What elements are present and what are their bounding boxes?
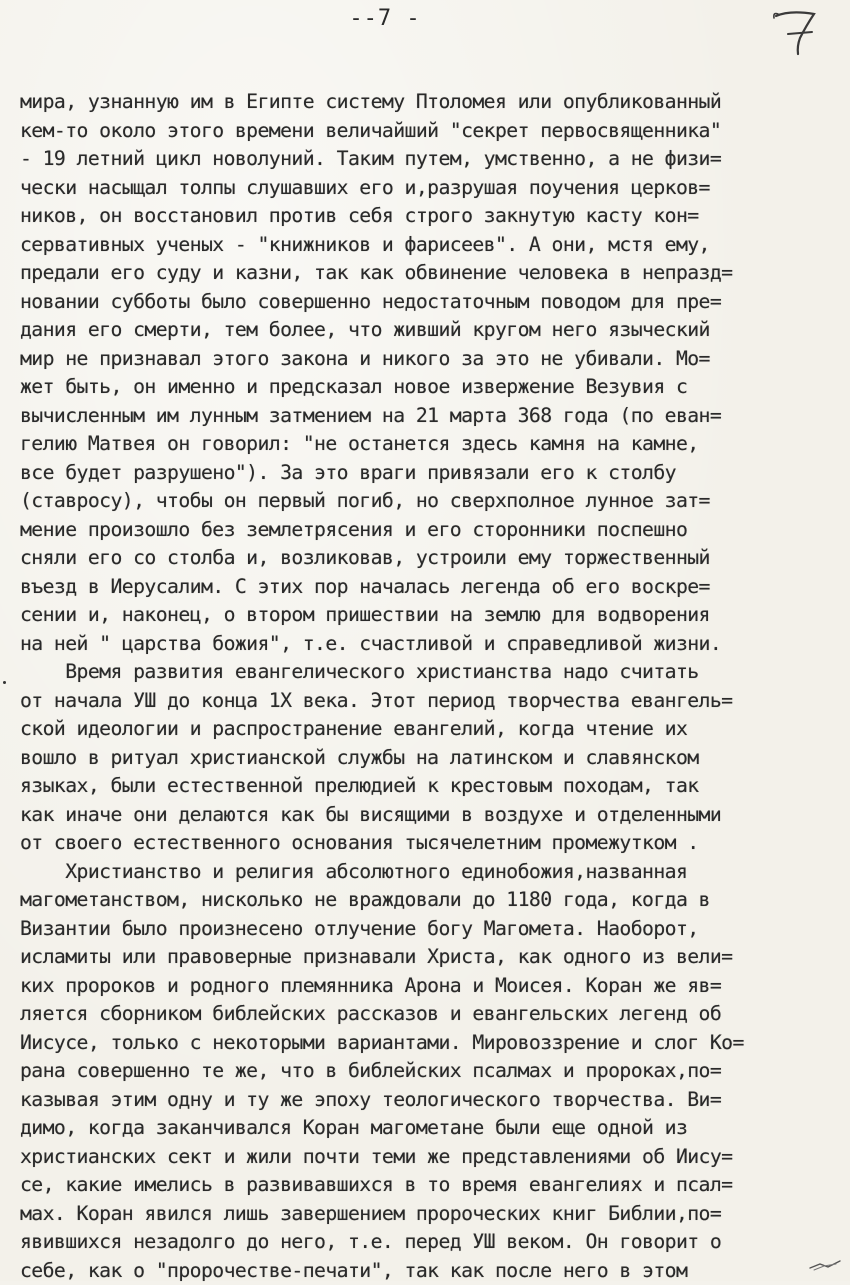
text-line: Время развития евангелического христианства надо считать: [20, 658, 840, 687]
text-line: мах. Коран явился лишь завершением пророческих книг Библии,по=: [20, 1200, 840, 1229]
text-line: димо, когда заканчивался Коран магометане были еще одной из: [20, 1114, 840, 1143]
text-line: ников, он восстановил против себя строго закнутую касту кон=: [20, 202, 840, 231]
text-line: исламиты или правоверные признавали Христа, как одного из вели=: [20, 943, 840, 972]
text-line: на ней " царства божия", т.е. счастливой и справедливой жизни.: [20, 630, 840, 659]
text-line: ких пророков и родного племянника Арона и Моисея. Коран же яв=: [20, 972, 840, 1001]
text-line: чески насыщал толпы слушавших его и,разрушая поучения церков=: [20, 174, 840, 203]
pencil-mark: [808, 1258, 842, 1272]
text-line: Византии было произнесено отлучение богу Магомета. Наоборот,: [20, 915, 840, 944]
text-line: все будет разрушено"). За это враги привязали его к столбу: [20, 459, 840, 488]
margin-dot: [3, 681, 6, 684]
text-line: христианских сект и жили почти теми же представлениями об Иису=: [20, 1143, 840, 1172]
text-line: жет быть, он именно и предсказал новое извержение Везувия с: [20, 373, 840, 402]
text-line: себе, как о "пророчестве-печати", так как после него в этом: [20, 1257, 840, 1285]
text-line: - 19 летний цикл новолуний. Таким путем, умственно, а не физи=: [20, 145, 840, 174]
text-line: мира, узнанную им в Египте систему Птоломея или опубликованный: [20, 88, 840, 117]
text-line: сении и, наконец, о втором пришествии на землю для водворения: [20, 601, 840, 630]
text-line: от начала УШ до конца 1Х века. Этот период творчества евангель=: [20, 687, 840, 716]
text-line: се, какие имелись в развивавшихся в то время евангелиях и псал=: [20, 1171, 840, 1200]
text-line: от своего естественного основания тысячелетним промежутком .: [20, 829, 840, 858]
text-line: дания его смерти, тем более, что живший кругом него языческий: [20, 316, 840, 345]
text-line: явившихся незадолго до него, т.е. перед УШ веком. Он говорит о: [20, 1228, 840, 1257]
typewritten-text: [20, 88, 840, 1285]
text-line: кем-то около этого времени величайший "секрет первосвященника": [20, 117, 840, 146]
text-line: ской идеологии и распространение евангелий, когда чтение их: [20, 715, 840, 744]
text-line: ляется сборником библейских рассказов и евангельских легенд об: [20, 1000, 840, 1029]
text-line: сервативных ученых - "книжников и фарисеев". А они, мстя ему,: [20, 231, 840, 260]
text-line: новании субботы было совершенно недостаточным поводом для пре=: [20, 288, 840, 317]
text-line: магометанством, нисколько не враждовали до 1180 года, когда в: [20, 886, 840, 915]
text-line: (ставросу), чтобы он первый погиб, но сверхполное лунное зат=: [20, 487, 840, 516]
text-line: предали его суду и казни, так как обвинение человека в непразд=: [20, 259, 840, 288]
text-line: сняли его со столба и, возликовав, устроили ему торжественный: [20, 544, 840, 573]
text-line: гелию Матвея он говорил: "не останется здесь камня на камне,: [20, 430, 840, 459]
handwritten-page-number: [770, 4, 830, 58]
text-line: Христианство и религия абсолютного единобожия,названная: [20, 858, 840, 887]
text-line: въезд в Иерусалим. С этих пор началась легенда об его воскре=: [20, 573, 840, 602]
page-number: --7 -: [0, 6, 770, 31]
text-line: как иначе они делаются как бы висящими в воздухе и отделенными: [20, 801, 840, 830]
text-line: рана совершенно те же, что в библейских псалмах и пророках,по=: [20, 1057, 840, 1086]
text-line: Иисусе, только с некоторыми вариантами. Мировоззрение и слог Ко=: [20, 1029, 840, 1058]
text-line: вошло в ритуал христианской службы на латинском и славянском: [20, 744, 840, 773]
text-line: вычисленным им лунным затмением на 21 марта 368 года (по еван=: [20, 402, 840, 431]
text-line: казывая этим одну и ту же эпоху теологического творчества. Ви=: [20, 1086, 840, 1115]
text-line: языках, были естественной прелюдией к крестовым походам, так: [20, 772, 840, 801]
text-line: мир не признавал этого закона и никого за это не убивали. Мо=: [20, 345, 840, 374]
text-line: мение произошло без землетрясения и его сторонники поспешно: [20, 516, 840, 545]
